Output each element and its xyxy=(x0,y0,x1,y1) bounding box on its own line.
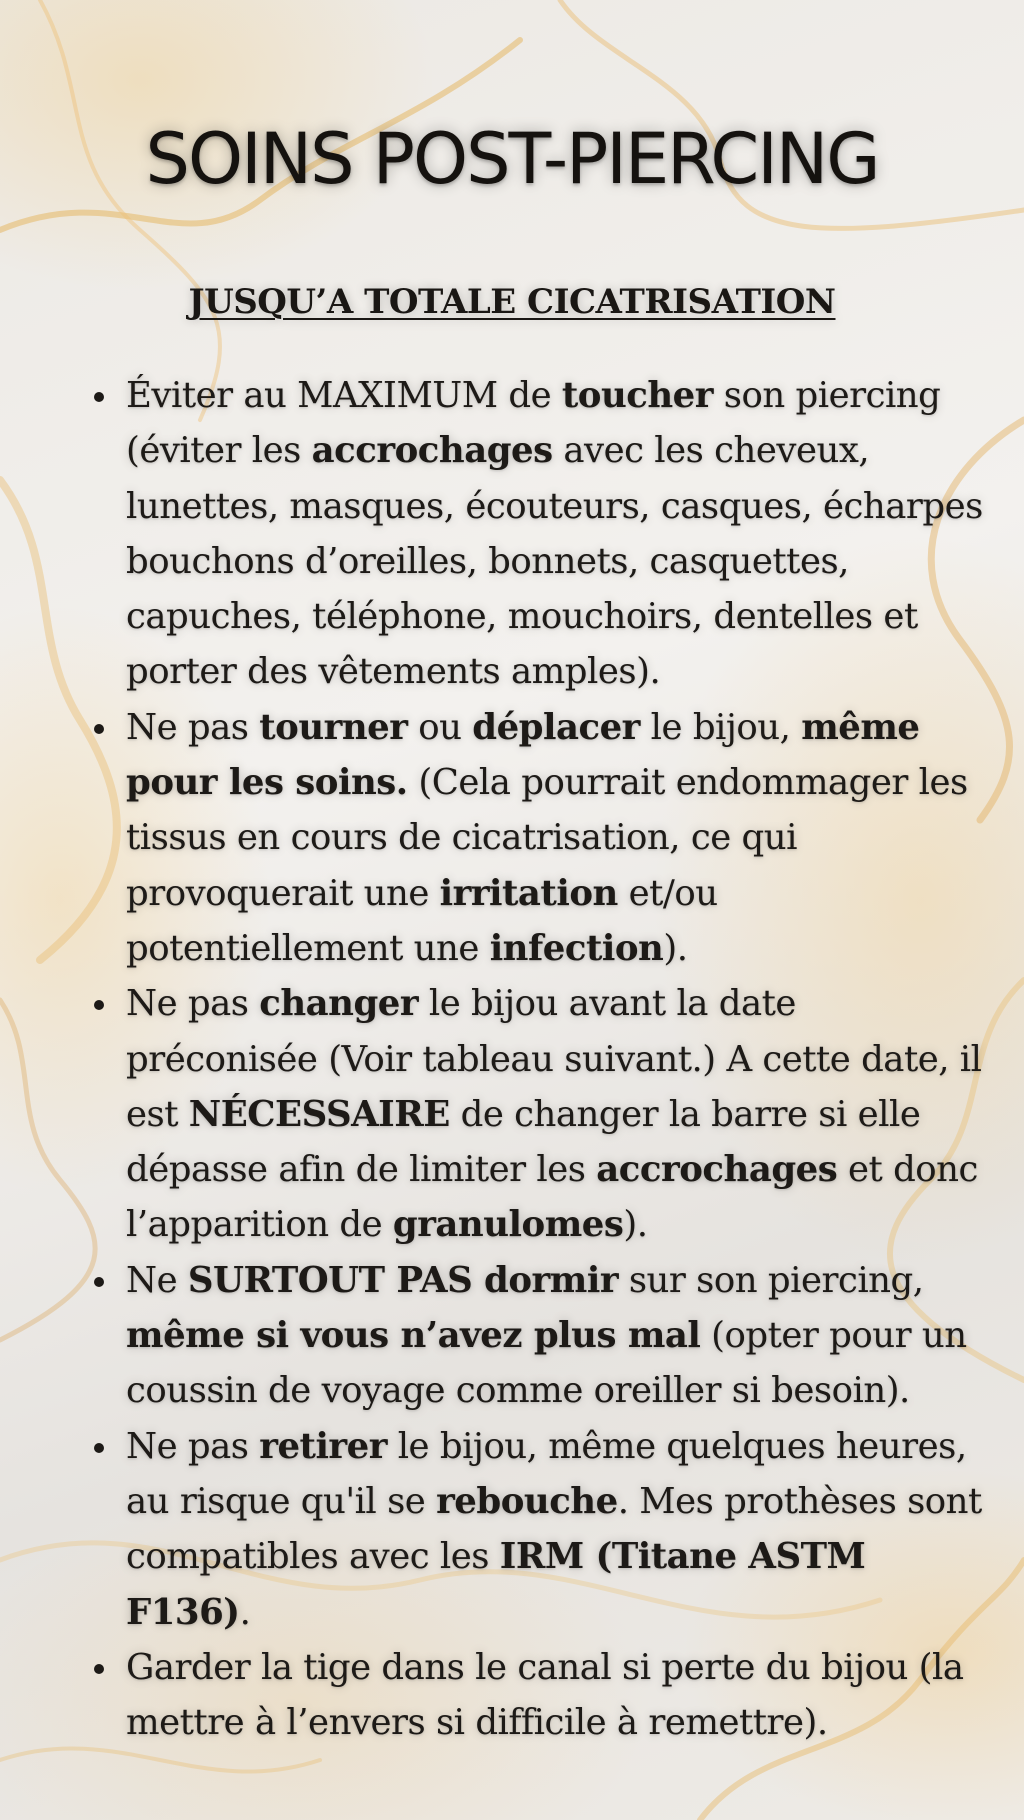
list-item: Ne pas changer le bijou avant la date préconisée (Voir tableau suivant.) A cette date, il est NÉCESSAIRE de changer la barre si elle dépasse afin de limiter les accrochages et donc l’apparition de granulomes). xyxy=(94,976,994,1252)
list-item: Ne SURTOUT PAS dormir sur son piercing, même si vous n’avez plus mal (opter pour un coussin de voyage comme oreiller si besoin). xyxy=(94,1253,994,1419)
page-subtitle: JUSQU’A TOTALE CICATRISATION xyxy=(188,282,836,322)
list-item: Ne pas tourner ou déplacer le bijou, même pour les soins. (Cela pourrait endommager les tissus en cours de cicatrisation, ce qui provoquerait une irritation et/ou potentiellement une infection). xyxy=(94,700,994,976)
care-instructions-list xyxy=(94,368,994,1750)
list-item: Garder la tige dans le canal si perte du bijou (la mettre à l’envers si difficile à remettre). xyxy=(94,1640,994,1751)
list-item: Ne pas retirer le bijou, même quelques heures, au risque qu'il se rebouche. Mes prothèses sont compatibles avec les IRM (Titane ASTM F136). xyxy=(94,1419,994,1640)
page-title: SOINS POST-PIERCING xyxy=(145,118,879,200)
list-item: Éviter au MAXIMUM de toucher son piercing (éviter les accrochages avec les cheveux, lunettes, masques, écouteurs, casques, écharpes bouchons d’oreilles, bonnets, casquettes, capuches, téléphone, mouchoirs, dentelles et porter des vêtements amples). xyxy=(94,368,994,700)
